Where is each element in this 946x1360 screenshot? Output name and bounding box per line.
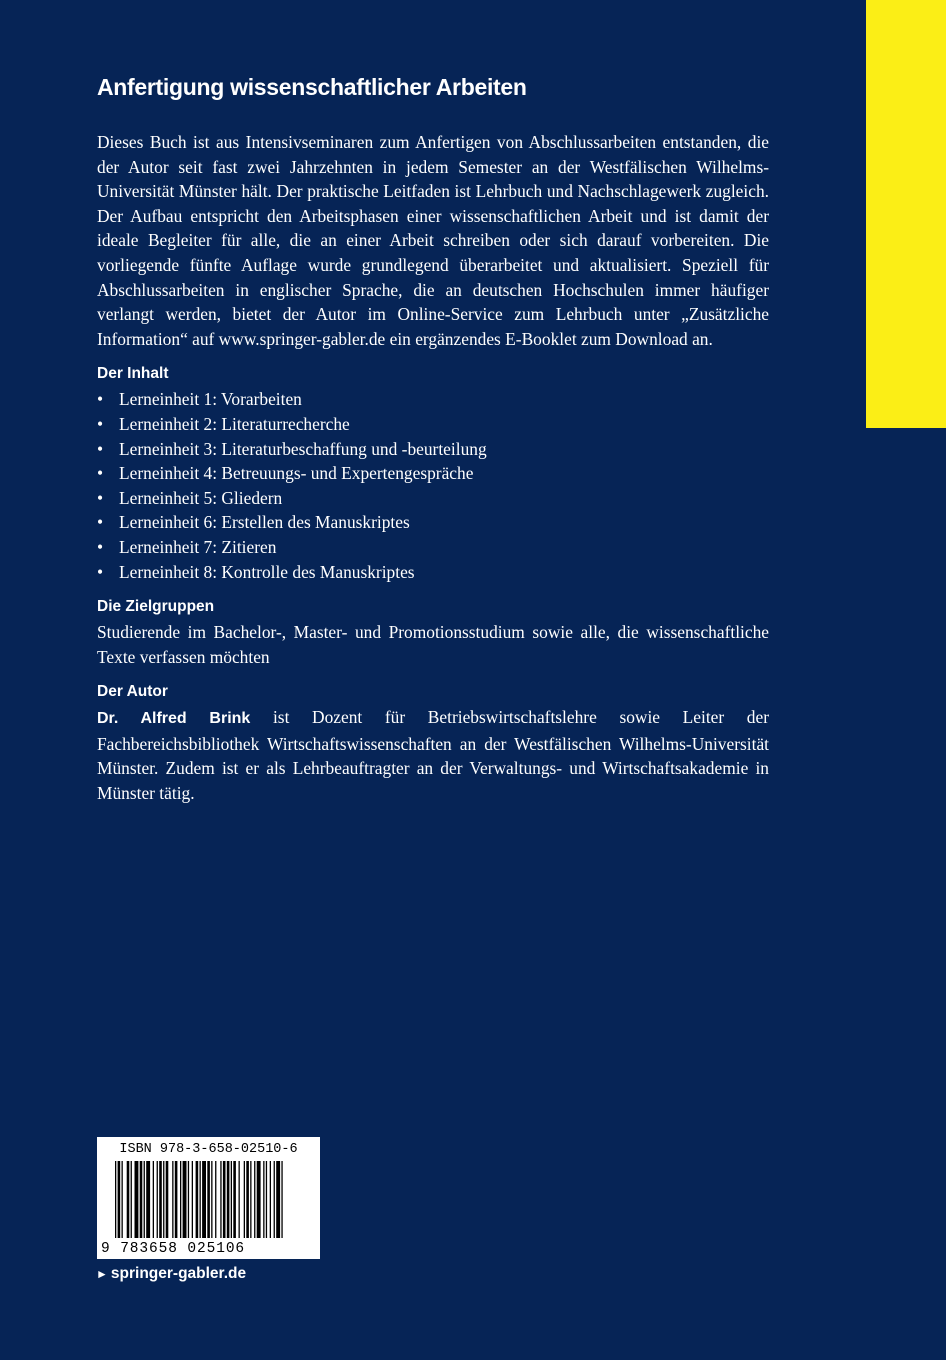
- bullet-icon: •: [97, 389, 104, 410]
- barcode-bar: [192, 1161, 193, 1238]
- barcode-bar: [231, 1161, 232, 1238]
- contents-item: [97, 437, 769, 462]
- barcode-bar: [131, 1161, 132, 1238]
- author-bio: ist Dozent für Betriebswirtschaftslehre sowie Leiter der Fachbereichsbibliothek Wirtschaftswissenschaften an der Westfälischen Wilhelms-Universität Münster. Zudem ist er als Lehrbeauftragter an der Verwaltungs- und Wirtschaftsakademie in Münster tätig.: [97, 707, 770, 804]
- barcode-bar: [127, 1161, 130, 1238]
- contents-item-label: Lerneinheit 8: Kontrolle des Manuskriptes: [119, 561, 415, 582]
- contents-heading: Der Inhalt: [97, 365, 169, 383]
- barcode-bar: [188, 1161, 189, 1238]
- barcode-bar: [140, 1161, 143, 1238]
- barcode-bar: [196, 1161, 199, 1238]
- barcode-bar: [144, 1161, 145, 1238]
- barcode-bar: [163, 1161, 164, 1238]
- barcode-bar: [118, 1161, 121, 1238]
- contents-item-label: Lerneinheit 6: Erstellen des Manuskriptes: [119, 512, 410, 533]
- barcode-box: [97, 1137, 320, 1259]
- barcode-bar: [172, 1161, 173, 1238]
- contents-item-label: Lerneinheit 3: Literaturbeschaffung und -beurteilung: [119, 438, 487, 459]
- barcode-bar: [183, 1161, 187, 1238]
- barcode-bar: [215, 1161, 216, 1238]
- contents-item-label: Lerneinheit 2: Literaturrecherche: [119, 413, 350, 434]
- book-title: Anfertigung wissenschaftlicher Arbeiten: [97, 74, 527, 100]
- barcode-bar: [223, 1161, 226, 1238]
- author-bio-paragraph: [97, 705, 769, 805]
- barcode-bar: [246, 1161, 249, 1238]
- barcode-bar: [276, 1161, 280, 1238]
- contents-item: [97, 486, 769, 511]
- barcode-bar: [274, 1161, 275, 1238]
- isbn-label: ISBN 978-3-658-02510-6: [119, 1142, 298, 1157]
- author-heading: Der Autor: [97, 683, 168, 701]
- barcode-bar: [153, 1161, 154, 1238]
- publisher-link[interactable]: [96, 1265, 246, 1283]
- barcode-bar: [159, 1161, 162, 1238]
- contents-item-label: Lerneinheit 7: Zitieren: [119, 536, 277, 557]
- barcode-bar: [135, 1161, 139, 1238]
- bullet-icon: •: [97, 438, 104, 459]
- barcode-bar: [207, 1161, 210, 1238]
- barcode-bar: [250, 1161, 251, 1238]
- audience-text: Studierende im Bachelor-, Master- und Promotionsstudium sowie alle, die wissenschaftliche Texte verfassen möchten: [97, 622, 769, 667]
- barcode-bar: [146, 1161, 150, 1238]
- contents-item-label: Lerneinheit 4: Betreuungs- und Expertengespräche: [119, 463, 474, 484]
- barcode-bar: [270, 1161, 271, 1238]
- contents-item: [97, 560, 769, 585]
- barcode-bar: [166, 1161, 169, 1238]
- yellow-accent-tab: [866, 0, 946, 428]
- contents-item: [97, 461, 769, 486]
- barcode-bar: [115, 1161, 116, 1238]
- contents-item: [97, 535, 769, 560]
- barcode-bar: [239, 1161, 240, 1238]
- barcode-bar: [202, 1161, 206, 1238]
- barcode-bar: [233, 1161, 236, 1238]
- bullet-icon: •: [97, 512, 104, 533]
- back-cover-content: [97, 74, 769, 806]
- barcode-bar: [227, 1161, 230, 1238]
- barcode-bar: [180, 1161, 181, 1238]
- barcode-bar: [266, 1161, 267, 1238]
- barcode-bar: [244, 1161, 245, 1238]
- ean-digits: 9 783658 025106: [101, 1241, 246, 1257]
- barcode-bar: [200, 1161, 201, 1238]
- bullet-icon: •: [97, 487, 104, 508]
- contents-item-label: Lerneinheit 5: Gliedern: [119, 487, 283, 508]
- bullet-icon: •: [97, 536, 104, 557]
- book-description: Dieses Buch ist aus Intensivseminaren zum Anfertigen von Abschlussarbeiten entstanden, die der Autor seit fast zwei Jahrzehnten in jedem Semester an der Westfälischen Wilhelms-Universität Münster hält. Der praktische Leitfaden ist Lehrbuch und Nachschlagewerk zugleich. Der Aufbau entspricht den Arbeitsphasen einer wissenschaftlichen Arbeit und ist damit der ideale Begleiter für alle, die an einer Arbeit schreiben oder sich darauf vorbereiten. Die vorliegende fünfte Auflage wurde grundlegend überarbeitet und aktualisiert. Speziell für Abschlussarbeiten in englischer Sprache, die an deutschen Hochschulen immer häufiger verlangt werden, bietet der Autor im Online-Service zum Lehrbuch unter „Zusätzliche Information“ auf www.springer-gabler.de ein ergänzendes E-Booklet zum Download an.: [97, 132, 769, 349]
- contents-item: [97, 387, 769, 412]
- contents-item: [97, 510, 769, 535]
- contents-item-label: Lerneinheit 1: Vorarbeiten: [119, 389, 302, 410]
- barcode-bar: [157, 1161, 158, 1238]
- bullet-icon: •: [97, 561, 104, 582]
- publisher-url: springer-gabler.de: [110, 1265, 247, 1282]
- barcode-bar: [263, 1161, 264, 1238]
- barcode-bar: [122, 1161, 123, 1238]
- bullet-icon: •: [97, 463, 104, 484]
- barcode-bar: [281, 1161, 282, 1238]
- audience-heading: Die Zielgruppen: [97, 598, 215, 616]
- barcode-bar: [254, 1161, 255, 1238]
- contents-list: [97, 387, 769, 584]
- bullet-icon: •: [97, 413, 104, 434]
- contents-item: [97, 412, 769, 437]
- barcode-bar: [220, 1161, 221, 1238]
- arrow-right-icon: ►: [96, 1267, 108, 1281]
- author-name: Dr. Alfred Brink: [97, 710, 251, 728]
- barcode-bar: [211, 1161, 212, 1238]
- barcode-bar: [257, 1161, 261, 1238]
- barcode-bar: [175, 1161, 178, 1238]
